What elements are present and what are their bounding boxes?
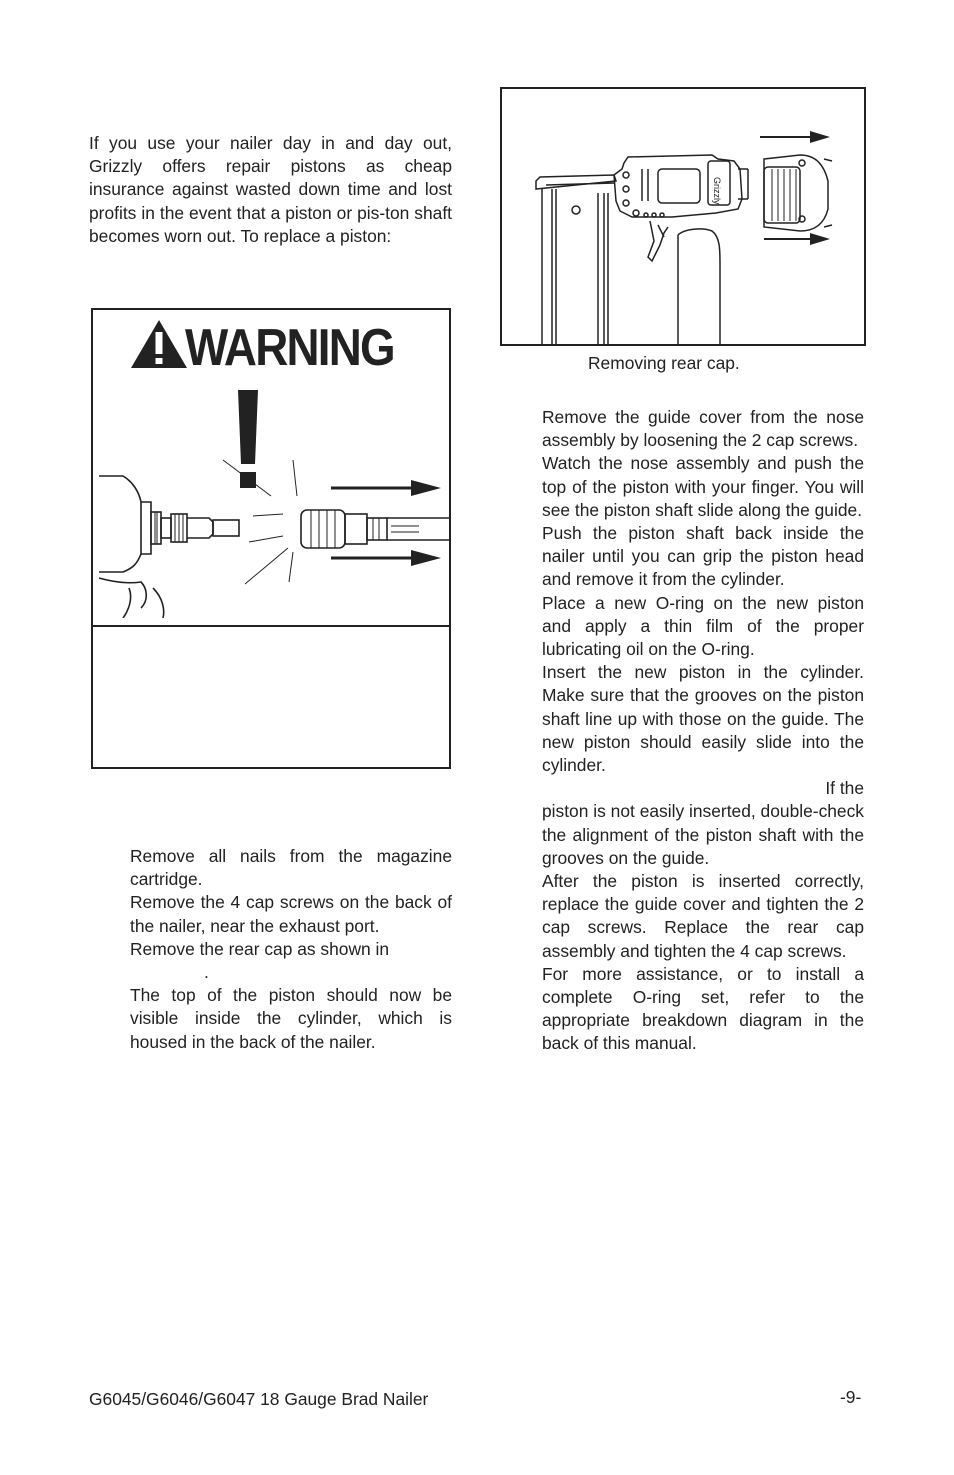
warning-title: WARNING [185,319,394,377]
step-remove-cap-screws: Remove the 4 cap screws on the back of the nailer, near the exhaust port. [130,892,452,936]
right-steps [542,406,864,1056]
step-remove-guide-cover: Remove the guide cover from the nose assembly by loosening the 2 cap screws. [542,407,864,451]
left-steps [130,845,452,1054]
step-more-assistance: For more assistance, or to install a complete O-ring set, refer to the appropriate breakdown diagram in the back of this manual. [542,963,864,1054]
air-hose-disconnect-illustration [93,378,449,618]
step-watch-nose: Watch the nose assembly and push the top of the piston with your finger. You will see the piston shaft slide along the guide. [542,453,864,520]
step-piston-visible: The top of the piston should now be visible inside the cylinder, which is housed in the back of the nailer. [130,985,452,1052]
figure-caption: Removing rear cap. [588,353,740,373]
step-insert-piston: Insert the new piston in the cylinder. Make sure that the grooves on the piston shaft line up with those on the guide. The new piston should easily slide into the cylinder. [542,662,864,776]
warning-divider [93,625,449,627]
step-push-shaft: Push the piston shaft back inside the nailer until you can grip the piston head and remove it from the cylinder. [542,523,864,590]
step-place-oring: Place a new O-ring on the new piston and apply a thin film of the proper lubricating oil on the O-ring. [542,592,864,660]
footer-model: G6045/G6046/G6047 18 Gauge Brad Nailer [89,1389,429,1409]
step-replace-cover: After the piston is inserted correctly, replace the guide cover and tighten the 2 cap screws. Replace the rear cap assembly and tighten the 4 cap screws. [542,871,864,961]
intro-paragraph: If you use your nailer day in and day out, Grizzly offers repair pistons as cheap insurance against wasted down time and lost profits in the event that a piston or pis-ton shaft becomes worn out. To replace a piston: [89,133,452,246]
step-figure-reference: . [204,962,209,983]
footer-page-number: -9- [840,1387,862,1407]
warning-box [91,308,451,769]
warning-triangle-icon [129,318,189,370]
brand-label: Grizzly [712,177,722,205]
step-remove-rear-cap: Remove the rear cap as shown in [130,938,390,959]
rear-cap-figure [500,87,866,346]
note-lead: If the [825,778,864,799]
nailer-rear-cap-illustration [502,89,864,344]
step-remove-nails: Remove all nails from the magazine cartridge. [130,846,452,890]
note-body: piston is not easily inserted, double-check the alignment of the piston shaft with the grooves on the guide. [542,801,864,868]
